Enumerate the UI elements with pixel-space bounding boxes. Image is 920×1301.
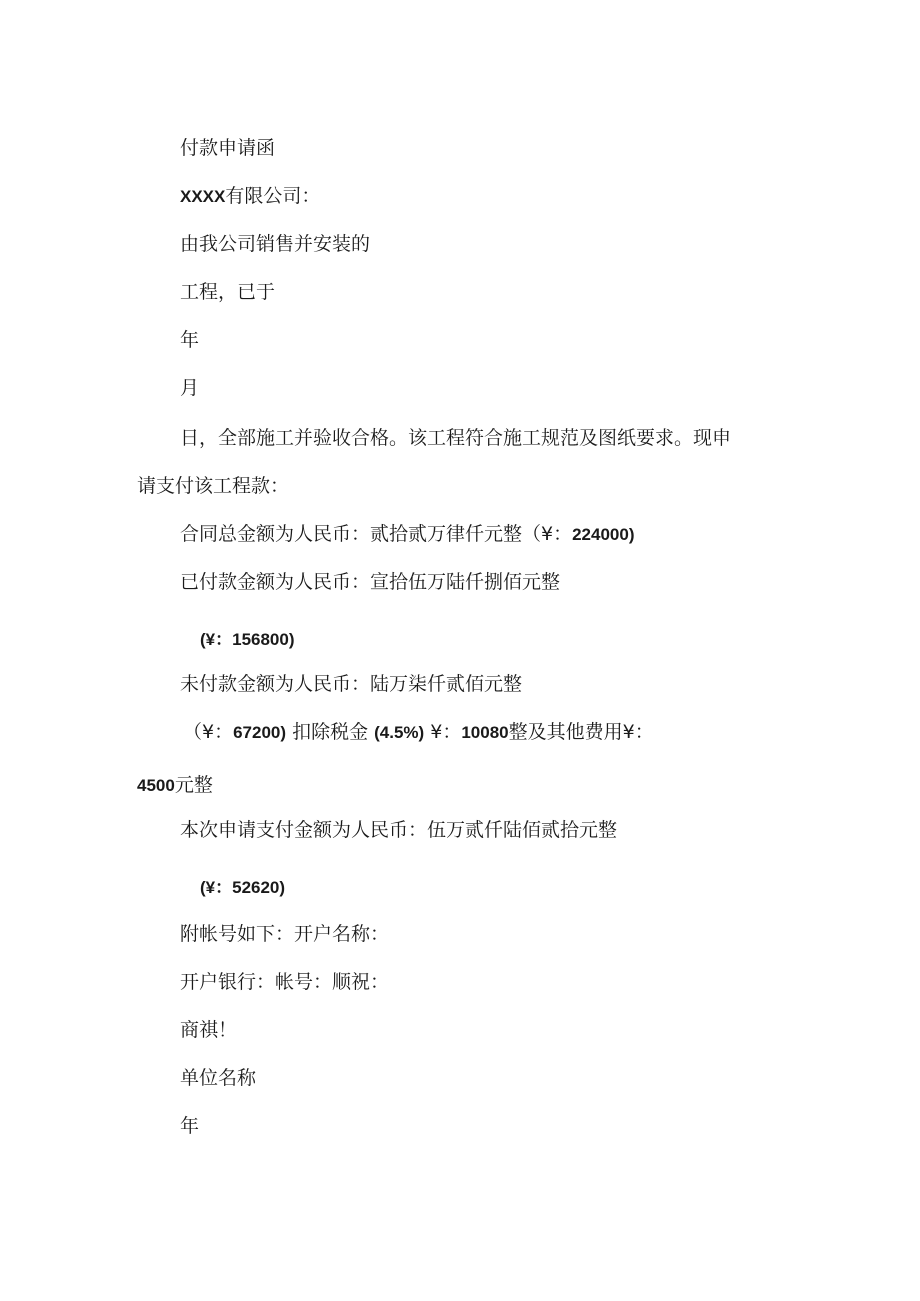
paragraph-year: 年 — [180, 329, 200, 351]
paragraph-1: 由我公司销售并安装的 — [180, 233, 371, 255]
paragraph-month: 月 — [180, 377, 200, 399]
deduct-f: 10080 — [461, 723, 509, 742]
apply-amount: 本次申请支付金额为人民币：伍万贰仟陆佰贰拾元整 — [180, 819, 618, 841]
deduct-c: 扣除税金 — [286, 721, 375, 743]
paragraph-6: 请支付该工程款： — [137, 475, 290, 497]
paid-number: (¥：156800) — [200, 630, 295, 649]
addressee-suffix: 有限公司： — [225, 185, 321, 207]
apply-number: (¥：52620) — [200, 878, 286, 897]
other-fee — [137, 773, 213, 798]
addressee — [180, 184, 320, 209]
other-fee-number: 4500 — [137, 776, 175, 795]
deduct-b: 67200) — [233, 723, 287, 742]
other-fee-suffix: 元整 — [174, 774, 213, 796]
deduct-d: (4.5%) — [374, 723, 425, 742]
addressee-prefix: XXXX — [180, 187, 226, 206]
paragraph-2: 工程，已于 — [180, 281, 276, 303]
contract-amount — [180, 522, 634, 547]
unpaid-amount: 未付款金额为人民币：陆万柒仟贰佰元整 — [180, 673, 523, 695]
bank-info: 开户银行：帐号：顺祝： — [180, 971, 390, 993]
account-info: 附帐号如下：开户名称： — [180, 923, 390, 945]
signature-year: 年 — [180, 1115, 200, 1137]
deduction-line — [183, 720, 654, 745]
paid-amount: 已付款金额为人民币：宣拾伍万陆仟捌佰元整 — [180, 571, 561, 593]
deduct-a: （¥： — [183, 721, 234, 743]
deduct-g: 整及其他费用¥： — [508, 721, 654, 743]
contract-number: 224000) — [572, 525, 635, 544]
unit-name: 单位名称 — [180, 1067, 257, 1089]
paragraph-5: 日，全部施工并验收合格。该工程符合施工规范及图纸要求。现申 — [180, 427, 732, 449]
contract-text: 合同总金额为人民币：贰拾贰万律仟元整（¥： — [180, 523, 573, 545]
greeting: 商祺！ — [180, 1019, 238, 1041]
doc-title: 付款申请函 — [180, 137, 276, 159]
deduct-e: ¥： — [424, 721, 462, 743]
